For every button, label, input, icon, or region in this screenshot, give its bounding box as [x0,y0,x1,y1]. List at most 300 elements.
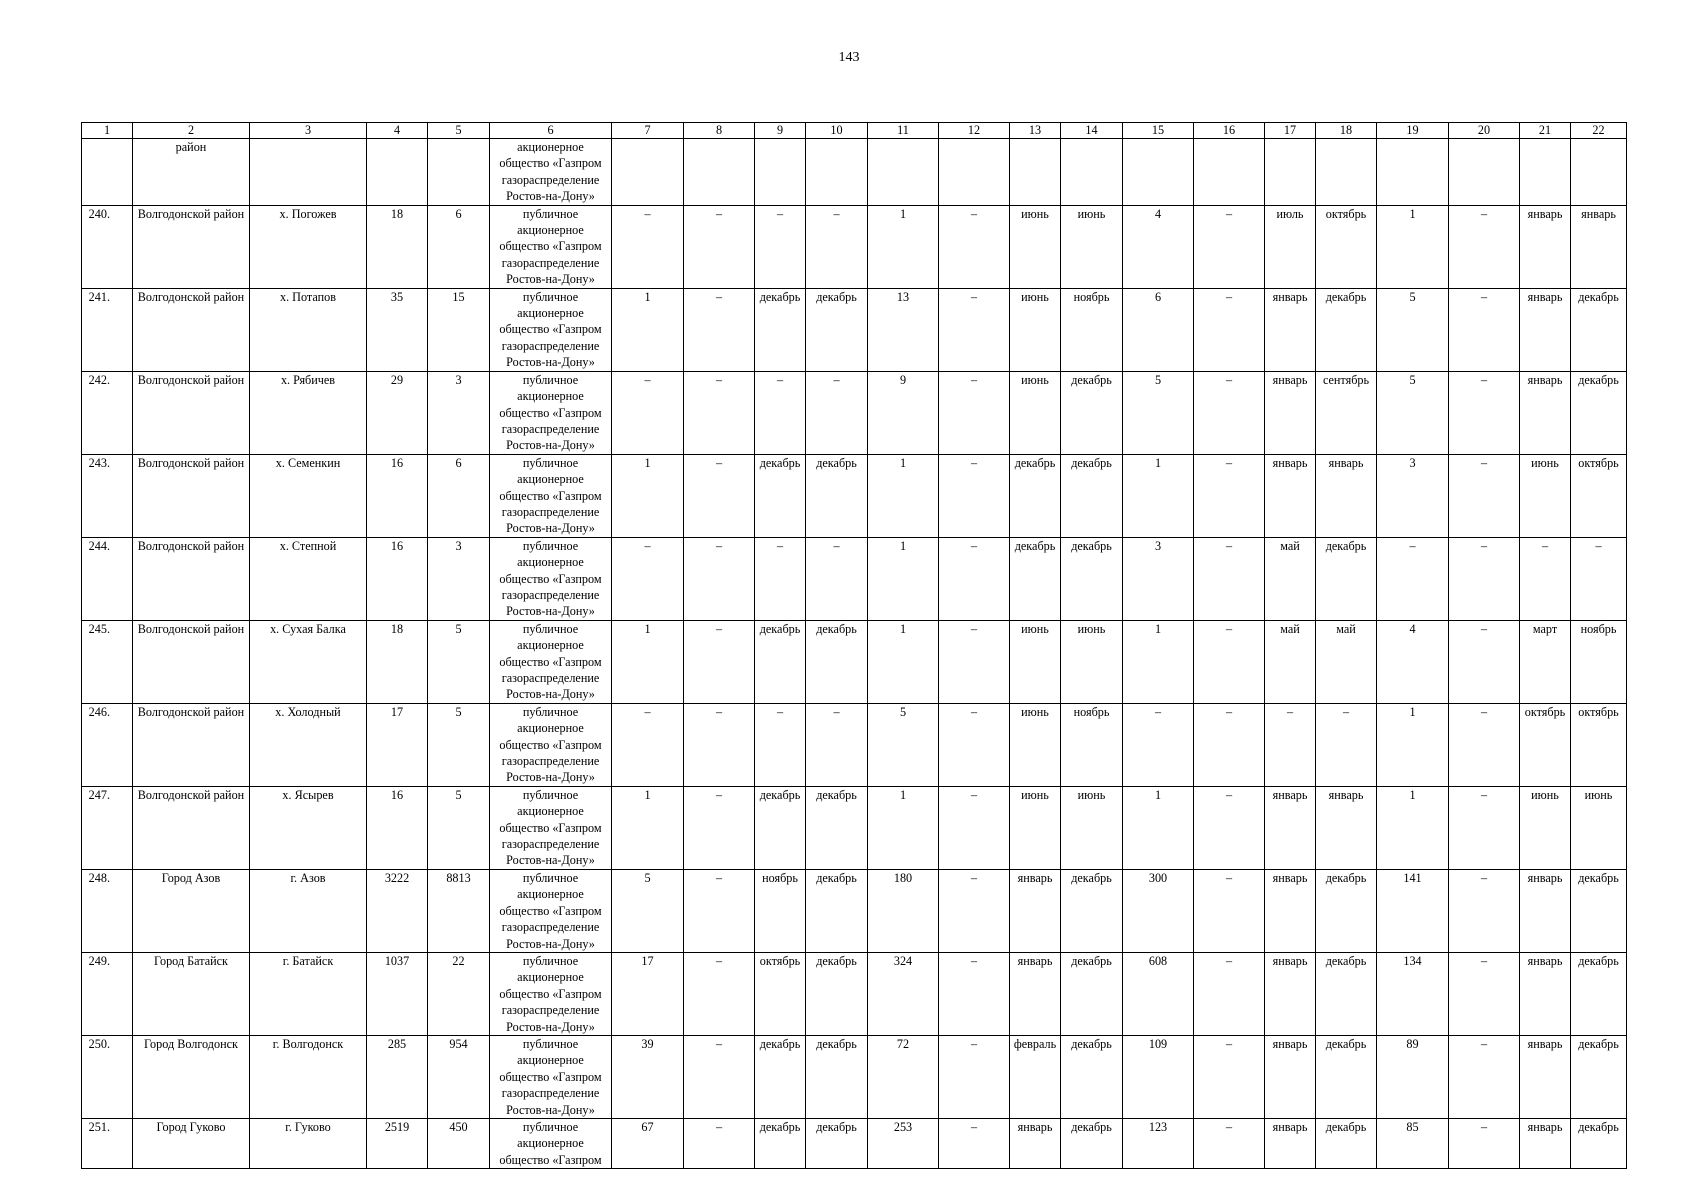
table-cell: – [684,371,755,454]
table-cell: ноябрь [755,869,806,952]
table-cell: декабрь [1571,952,1627,1035]
table-cell: январь [1265,952,1316,1035]
table-cell: 18 [367,205,428,288]
table-cell: х. Ясырев [250,786,367,869]
table-cell: 251. [82,1118,133,1168]
page-number: 143 [838,50,860,65]
table-cell: 5 [868,703,939,786]
table-cell: январь [1265,1118,1316,1168]
table-cell: январь [1520,1118,1571,1168]
table-cell: декабрь [1316,537,1377,620]
table-cell: – [1449,537,1520,620]
table-cell: январь [1520,205,1571,288]
table-cell: 13 [868,288,939,371]
table-cell: 3222 [367,869,428,952]
table-cell: х. Сухая Балка [250,620,367,703]
table-cell: 5 [612,869,684,952]
table-cell: х. Холодный [250,703,367,786]
table-cell [1265,139,1316,206]
table-cell: Волгодонской район [133,205,250,288]
table-cell: 1 [1377,703,1449,786]
table-cell: июнь [1010,371,1061,454]
table-cell: 1 [868,537,939,620]
table-cell: 72 [868,1035,939,1118]
table-cell: 245. [82,620,133,703]
table-cell: 180 [868,869,939,952]
table-cell: январь [1265,288,1316,371]
column-header: 9 [755,123,806,139]
table-cell: декабрь [1061,1118,1123,1168]
table-cell: 247. [82,786,133,869]
table-cell: – [755,537,806,620]
table-cell: октябрь [1571,454,1627,537]
table-cell: 5 [1123,371,1194,454]
table-cell: 954 [428,1035,490,1118]
column-header: 11 [868,123,939,139]
table-cell: – [806,703,868,786]
table-cell: ноябрь [1061,288,1123,371]
table-cell: 3 [1123,537,1194,620]
table-cell: – [1571,537,1627,620]
table-cell: декабрь [1316,1035,1377,1118]
table-cell: – [939,1035,1010,1118]
column-header: 22 [1571,123,1627,139]
table-cell: 16 [367,454,428,537]
table-cell: – [1123,703,1194,786]
table-cell: Волгодонской район [133,371,250,454]
table-cell: 1 [1123,786,1194,869]
table-cell [1520,139,1571,206]
table-cell [1377,139,1449,206]
table-row [82,139,1627,206]
table-cell: публичное акционерное общество «Газпром газораспределение Ростов-на-Дону» [490,288,612,371]
table-cell: 1 [612,454,684,537]
table-cell: декабрь [1571,371,1627,454]
table-cell: 1 [868,620,939,703]
table-cell: июнь [1571,786,1627,869]
table-cell: х. Степной [250,537,367,620]
table-cell: – [1449,288,1520,371]
table-cell: декабрь [1571,1118,1627,1168]
table-cell: декабрь [1316,288,1377,371]
table-cell: – [939,288,1010,371]
column-header: 20 [1449,123,1520,139]
table-cell [82,139,133,206]
table-cell: – [939,454,1010,537]
table-cell: 3 [1377,454,1449,537]
table-cell: июнь [1520,454,1571,537]
table-cell: 608 [1123,952,1194,1035]
table-cell: 8813 [428,869,490,952]
table-cell: декабрь [755,1035,806,1118]
table-cell: июль [1265,205,1316,288]
table-cell: х. Семенкин [250,454,367,537]
table-cell: декабрь [806,620,868,703]
table-cell: 18 [367,620,428,703]
table-cell: х. Погожев [250,205,367,288]
table-cell: – [1194,1118,1265,1168]
table-cell: январь [1010,1118,1061,1168]
table-cell: 6 [1123,288,1194,371]
table-cell: – [939,371,1010,454]
table-cell: х. Рябичев [250,371,367,454]
column-header: 21 [1520,123,1571,139]
table-cell: Волгодонской район [133,786,250,869]
table-cell: декабрь [806,454,868,537]
table-cell: декабрь [1010,537,1061,620]
table-cell: декабрь [755,1118,806,1168]
table-cell: публичное акционерное общество «Газпром газораспределение Ростов-на-Дону» [490,205,612,288]
table-cell [1449,139,1520,206]
table-cell: Волгодонской район [133,620,250,703]
table-cell: 450 [428,1118,490,1168]
table-cell: 123 [1123,1118,1194,1168]
column-header: 18 [1316,123,1377,139]
table-row [82,786,1627,869]
table-cell: г. Гуково [250,1118,367,1168]
table-cell: 4 [1377,620,1449,703]
table-cell: – [939,869,1010,952]
table-cell: январь [1520,288,1571,371]
table-cell: декабрь [755,786,806,869]
table-cell: декабрь [806,1118,868,1168]
table-cell: декабрь [1061,371,1123,454]
table-cell: – [755,205,806,288]
table-cell: акционерное общество «Газпром газораспределение Ростов-на-Дону» [490,139,612,206]
table-cell: 3 [428,537,490,620]
table-cell: – [1194,620,1265,703]
table-cell: 4 [1123,205,1194,288]
table-cell: – [1194,952,1265,1035]
table-cell: 5 [1377,288,1449,371]
table-cell: г. Батайск [250,952,367,1035]
table-cell: декабрь [1316,952,1377,1035]
table-cell: – [1194,288,1265,371]
table-cell: декабрь [806,869,868,952]
table-cell: г. Волгодонск [250,1035,367,1118]
table-cell: декабрь [806,786,868,869]
table-cell: 1 [1377,205,1449,288]
table-cell: октябрь [1316,205,1377,288]
table-cell: – [1194,869,1265,952]
table-cell: январь [1316,454,1377,537]
table-cell: декабрь [1571,869,1627,952]
table-cell [428,139,490,206]
column-header: 10 [806,123,868,139]
table-cell: 1 [612,786,684,869]
table-cell: сентябрь [1316,371,1377,454]
table-cell: – [939,205,1010,288]
table-cell: январь [1010,952,1061,1035]
table-header-row [82,123,1627,139]
table-cell: 134 [1377,952,1449,1035]
table-cell: публичное акционерное общество «Газпром газораспределение Ростов-на-Дону» [490,620,612,703]
table-cell: 16 [367,786,428,869]
table-cell: – [939,1118,1010,1168]
table-cell: 67 [612,1118,684,1168]
table-cell: 35 [367,288,428,371]
table-cell: 1 [868,786,939,869]
table-cell: 29 [367,371,428,454]
table-cell: 2519 [367,1118,428,1168]
table-cell: октябрь [1520,703,1571,786]
column-header: 7 [612,123,684,139]
table-cell: – [1449,620,1520,703]
table-cell: декабрь [1571,288,1627,371]
table-cell: 243. [82,454,133,537]
table-cell: декабрь [755,288,806,371]
column-header: 1 [82,123,133,139]
table-cell: г. Азов [250,869,367,952]
table-cell: декабрь [1061,537,1123,620]
table-cell: декабрь [1061,952,1123,1035]
table-cell: – [1449,703,1520,786]
table-cell: ноябрь [1571,620,1627,703]
table-cell: 248. [82,869,133,952]
table-cell: – [755,703,806,786]
column-header: 14 [1061,123,1123,139]
table-cell: январь [1265,869,1316,952]
table-cell: – [1449,205,1520,288]
table-cell: Волгодонской район [133,288,250,371]
table-cell: 1 [1123,620,1194,703]
table-cell [684,139,755,206]
table-cell: публичное акционерное общество «Газпром [490,1118,612,1168]
table-cell: – [684,537,755,620]
table-cell: декабрь [1061,869,1123,952]
table-cell: 242. [82,371,133,454]
table-row [82,1118,1627,1168]
table-cell: март [1520,620,1571,703]
table-cell: – [1449,454,1520,537]
table-cell: декабрь [755,454,806,537]
table-cell: январь [1010,869,1061,952]
table-cell: 5 [428,620,490,703]
table-cell: 141 [1377,869,1449,952]
table-cell: 6 [428,454,490,537]
data-table [81,122,1627,1169]
table-cell: 17 [367,703,428,786]
table-cell: 85 [1377,1118,1449,1168]
table-cell: 246. [82,703,133,786]
table-cell: публичное акционерное общество «Газпром газораспределение Ростов-на-Дону» [490,1035,612,1118]
table-cell: – [612,205,684,288]
table-cell: – [684,869,755,952]
table-cell: – [1194,703,1265,786]
table-cell: – [1449,869,1520,952]
table-cell: май [1265,537,1316,620]
table-cell: 5 [428,703,490,786]
table-cell: январь [1571,205,1627,288]
table-cell: 22 [428,952,490,1035]
table-row [82,952,1627,1035]
table-cell: – [1194,454,1265,537]
table-cell: – [1449,952,1520,1035]
table-cell: публичное акционерное общество «Газпром газораспределение Ростов-на-Дону» [490,952,612,1035]
table-cell [1194,139,1265,206]
table-cell: – [1449,371,1520,454]
table-cell: 1 [612,288,684,371]
column-header: 4 [367,123,428,139]
table-cell [1010,139,1061,206]
table-cell: – [806,537,868,620]
table-cell: 6 [428,205,490,288]
table-cell: – [1316,703,1377,786]
table-cell: 109 [1123,1035,1194,1118]
table-cell: Город Волгодонск [133,1035,250,1118]
table-cell: 1 [1377,786,1449,869]
table-cell: – [939,703,1010,786]
table-body [82,123,1627,1169]
column-header: 12 [939,123,1010,139]
table-cell: 300 [1123,869,1194,952]
table-cell: июнь [1010,288,1061,371]
table-cell: – [1194,786,1265,869]
table-cell: – [1449,1035,1520,1118]
table-cell [939,139,1010,206]
table-cell: – [1377,537,1449,620]
table-cell: – [684,620,755,703]
table-cell: 249. [82,952,133,1035]
table-cell: – [684,1035,755,1118]
table-cell: публичное акционерное общество «Газпром газораспределение Ростов-на-Дону» [490,786,612,869]
table-cell: декабрь [1316,1118,1377,1168]
table-cell: – [684,786,755,869]
table-cell: 285 [367,1035,428,1118]
table-row [82,869,1627,952]
table-row [82,288,1627,371]
table-row [82,205,1627,288]
table-cell: 17 [612,952,684,1035]
table-cell [612,139,684,206]
table-cell: июнь [1010,786,1061,869]
table-cell: 39 [612,1035,684,1118]
table-cell: Город Азов [133,869,250,952]
table-cell: 1 [868,454,939,537]
table-cell [1061,139,1123,206]
table-cell: 244. [82,537,133,620]
table-cell: май [1265,620,1316,703]
table-row [82,454,1627,537]
table-cell: декабрь [1010,454,1061,537]
table-cell: декабрь [755,620,806,703]
table-cell: январь [1265,371,1316,454]
table-cell [755,139,806,206]
table-cell: – [755,371,806,454]
table-cell: 1 [1123,454,1194,537]
table-cell: публичное акционерное общество «Газпром газораспределение Ростов-на-Дону» [490,703,612,786]
table-cell: январь [1265,786,1316,869]
table-cell: – [1194,205,1265,288]
table-cell: декабрь [806,288,868,371]
table-cell: январь [1520,1035,1571,1118]
table-cell: Волгодонской район [133,703,250,786]
table-cell: январь [1520,952,1571,1035]
table-cell: – [1449,786,1520,869]
table-cell: июнь [1010,205,1061,288]
table-row [82,1035,1627,1118]
table-cell: Город Батайск [133,952,250,1035]
table-cell: публичное акционерное общество «Газпром газораспределение Ростов-на-Дону» [490,869,612,952]
column-header: 8 [684,123,755,139]
table-cell: январь [1265,1035,1316,1118]
table-cell: ноябрь [1061,703,1123,786]
table-cell: – [1449,1118,1520,1168]
column-header: 19 [1377,123,1449,139]
table-cell: – [684,205,755,288]
table-cell: декабрь [806,952,868,1035]
table-cell: – [1194,371,1265,454]
table-cell: – [939,620,1010,703]
column-header: 13 [1010,123,1061,139]
table-cell: декабрь [1061,1035,1123,1118]
table-cell: – [684,1118,755,1168]
table-cell: 240. [82,205,133,288]
table-cell: – [684,952,755,1035]
table-cell: 324 [868,952,939,1035]
table-cell: 9 [868,371,939,454]
table-cell: – [612,371,684,454]
table-cell: 1 [868,205,939,288]
table-cell: июнь [1010,703,1061,786]
column-header: 15 [1123,123,1194,139]
table-cell [1571,139,1627,206]
column-header: 17 [1265,123,1316,139]
table-cell: – [684,454,755,537]
table-cell: июнь [1010,620,1061,703]
table-cell: – [806,205,868,288]
table-cell: Волгодонской район [133,537,250,620]
table-cell [250,139,367,206]
table-cell: октябрь [755,952,806,1035]
table-cell: район [133,139,250,206]
table-cell: 1 [612,620,684,703]
table-cell [1123,139,1194,206]
table-cell: публичное акционерное общество «Газпром газораспределение Ростов-на-Дону» [490,454,612,537]
table-cell: – [612,703,684,786]
table-cell: 1037 [367,952,428,1035]
table-cell: 5 [428,786,490,869]
table-cell: 15 [428,288,490,371]
table-cell: 253 [868,1118,939,1168]
table-cell: – [939,786,1010,869]
table-cell: – [806,371,868,454]
table-row [82,371,1627,454]
table-cell: январь [1520,869,1571,952]
table-row [82,703,1627,786]
table-cell: Город Гуково [133,1118,250,1168]
table-cell [868,139,939,206]
table-cell: декабрь [1061,454,1123,537]
table-cell: 5 [1377,371,1449,454]
table-cell: декабрь [1316,869,1377,952]
table-cell: публичное акционерное общество «Газпром газораспределение Ростов-на-Дону» [490,537,612,620]
table-cell: – [1265,703,1316,786]
table-cell: – [1194,1035,1265,1118]
table-cell: 16 [367,537,428,620]
table-cell: – [939,952,1010,1035]
table-cell [367,139,428,206]
table-cell: декабрь [806,1035,868,1118]
table-cell: май [1316,620,1377,703]
table-cell: – [612,537,684,620]
table-cell: 241. [82,288,133,371]
table-cell: декабрь [1571,1035,1627,1118]
table-cell: июнь [1061,786,1123,869]
table-cell [1316,139,1377,206]
column-header: 2 [133,123,250,139]
table-cell: октябрь [1571,703,1627,786]
